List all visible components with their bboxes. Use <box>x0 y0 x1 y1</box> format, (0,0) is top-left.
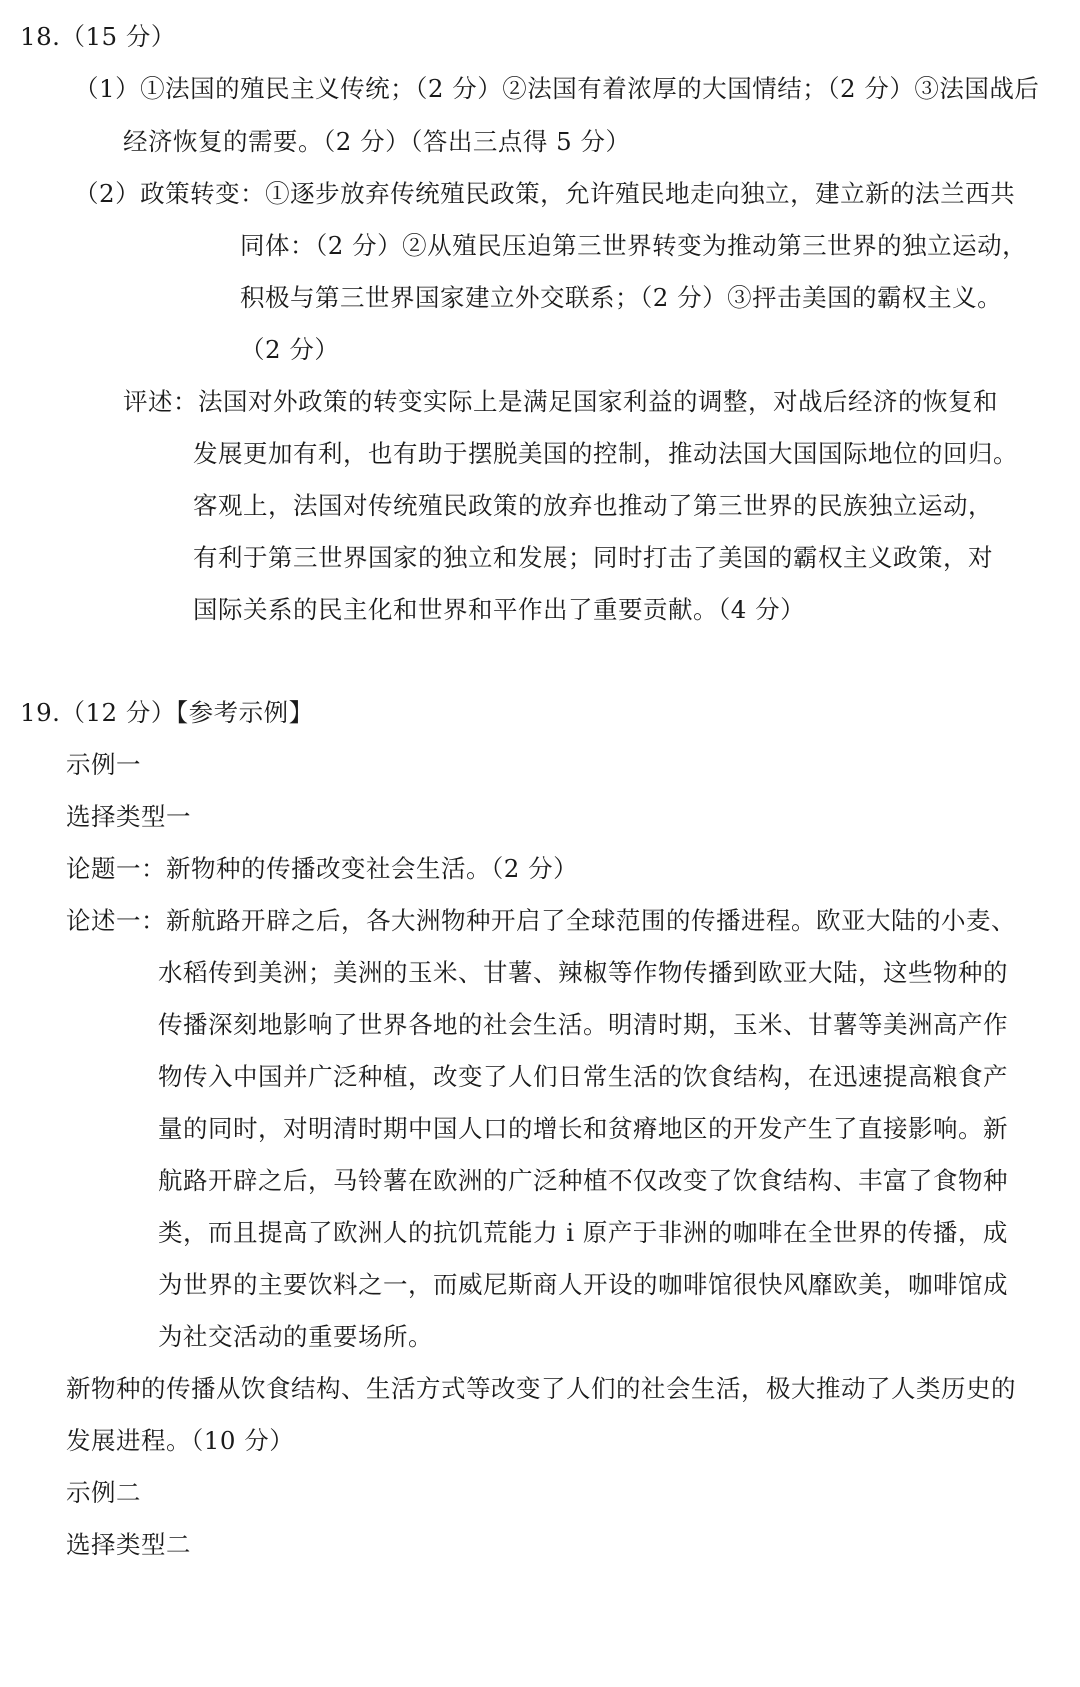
q19-argument-line: 量的同时，对明清时期中国人口的增长和贫瘠地区的开发产生了直接影响。新 <box>158 1114 1008 1143</box>
q19-argument-line: 物传入中国并广泛种植，改变了人们日常生活的饮食结构，在迅速提高粮食产 <box>158 1062 1008 1091</box>
q19-argument-line: 为世界的主要饮料之一，而威尼斯商人开设的咖啡馆很快风靡欧美，咖啡馆成 <box>158 1270 1008 1299</box>
q19-argument-line: 类，而且提高了欧洲人的抗饥荒能力 i 原产于非洲的咖啡在全世界的传播，成 <box>158 1218 1008 1247</box>
q18-part2-line: （2）政策转变：①逐步放弃传统殖民政策，允许殖民地走向独立，建立新的法兰西共 <box>74 179 1016 208</box>
q18-part2-line: 积极与第三世界国家建立外交联系；（2 分）③抨击美国的霸权主义。 <box>240 283 1003 312</box>
q19-topic: 论题一：新物种的传播改变社会生活。（2 分） <box>66 854 579 883</box>
q18-part1-line: （1）①法国的殖民主义传统；（2 分）②法国有着浓厚的大国情结；（2 分）③法国战后 <box>74 74 1040 103</box>
q19-argument-line: 论述一：新航路开辟之后，各大洲物种开启了全球范围的传播进程。欧亚大陆的小麦、 <box>66 906 1016 935</box>
q19-header: 19.（12 分）【参考示例】 <box>20 698 314 727</box>
q18-review-line: 发展更加有利，也有助于摆脱美国的控制，推动法国大国国际地位的回归。 <box>193 439 1018 468</box>
q19-type-label: 选择类型二 <box>66 1530 191 1559</box>
q18-part2-line: 同体：（2 分）②从殖民压迫第三世界转变为推动第三世界的独立运动， <box>240 231 1028 260</box>
q18-review-line: 客观上，法国对传统殖民政策的放弃也推动了第三世界的民族独立运动， <box>193 491 993 520</box>
q19-argument-line: 为社交活动的重要场所。 <box>158 1322 433 1351</box>
q18-review-line: 国际关系的民主化和世界和平作出了重要贡献。（4 分） <box>193 595 806 624</box>
q19-conclusion-line: 发展进程。（10 分） <box>66 1426 295 1455</box>
q19-argument-line: 航路开辟之后，马铃薯在欧洲的广泛种植不仅改变了饮食结构、丰富了食物种 <box>158 1166 1008 1195</box>
q19-example-label: 示例二 <box>66 1478 141 1507</box>
q18-review-line: 评述：法国对外政策的转变实际上是满足国家利益的调整，对战后经济的恢复和 <box>123 387 998 416</box>
q19-argument-line: 水稻传到美洲；美洲的玉米、甘薯、辣椒等作物传播到欧亚大陆，这些物种的 <box>158 958 1008 987</box>
q18-part2-line: （2 分） <box>240 335 340 364</box>
q19-example-label: 示例一 <box>66 750 141 779</box>
q19-type-label: 选择类型一 <box>66 802 191 831</box>
q18-part1-line: 经济恢复的需要。（2 分）（答出三点得 5 分） <box>123 127 631 156</box>
q18-header: 18.（15 分） <box>20 22 176 51</box>
q18-review-line: 有利于第三世界国家的独立和发展；同时打击了美国的霸权主义政策，对 <box>193 543 993 572</box>
q19-conclusion-line: 新物种的传播从饮食结构、生活方式等改变了人们的社会生活，极大推动了人类历史的 <box>66 1374 1016 1403</box>
q19-argument-line: 传播深刻地影响了世界各地的社会生活。明清时期，玉米、甘薯等美洲高产作 <box>158 1010 1008 1039</box>
